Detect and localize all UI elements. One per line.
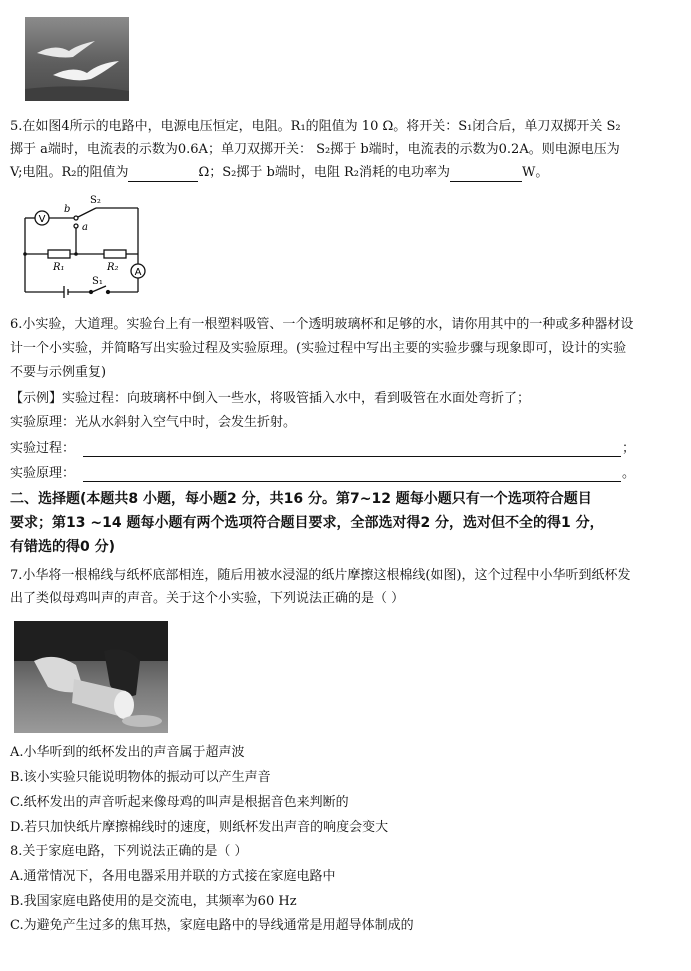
circuit-diagram [18,192,153,300]
answer-line-process[interactable] [83,456,621,457]
switch-s1-label: S₁ [92,276,103,287]
ammeter-label: A [134,267,142,278]
q6-line-2: 计一个小实验，并简略写出实验过程及实验原理。(实验过程中写出主要的实验步骤与现象即可，设计的实验 [10,341,627,356]
q5-line-3a: V;电阻。R₂的阻值为 [10,165,129,180]
q5-line-3 [10,164,548,182]
q6-line-3: 不要与示例重复) [10,365,107,380]
node-b-label: b [64,204,71,215]
answer-blank-r2[interactable] [128,167,198,182]
q6-process-label: 实验过程： [10,441,76,456]
q6-example: 【示例】实验过程：向玻璃杯中倒入一些水，将吸管插入水中，看到吸管在水面处弯折了； [10,391,531,406]
q6-principle-example: 实验原理：光从水斜射入空气中时，会发生折射。 [10,415,297,430]
section-heading-line-1: 二、选择题(本题共8 小题，每小题2 分，共16 分。第7~12 题每小题只有一个选项符合题目 [10,491,592,507]
q7-option-a[interactable]: A.小华听到的纸杯发出的声音属于超声波 [10,745,245,760]
q8-option-c[interactable]: C.为避免产生过多的焦耳热，家庭电路中的导线通常是用超导体制成的 [10,918,414,933]
paper-cup-photo [14,621,168,733]
birds-photo [25,17,129,101]
hands-cup-icon [14,621,168,733]
q5-line-2: 掷于 a端时，电流表的示数为0.6A；单刀双掷开关： S₂掷于 b端时，电流表的示数为0.2A。则电源电压为 [10,142,620,157]
q5-line-1: 5.在如图4所示的电路中，电源电压恒定，电阻。R₁的阻值为 10 Ω。将开关：S₁闭合后，单刀双掷开关 S₂ [10,119,621,134]
q6-principle-label: 实验原理： [10,466,76,481]
answer-line-principle[interactable] [83,481,621,482]
q6-process-end: ； [622,441,636,456]
q5-line-3b: Ω；S₂掷于 b端时，电阻 R₂消耗的电功率为 [198,165,450,180]
q6-principle-end: 。 [622,466,636,481]
section-heading-line-2: 要求；第13 ~14 题每小题有两个选项符合题目要求，全部选对得2 分，选对但不全的得1 分， [10,515,604,531]
answer-blank-power[interactable] [450,167,522,182]
q7-option-c[interactable]: C.纸杯发出的声音听起来像母鸡的叫声是根据音色来判断的 [10,795,349,810]
q8-option-b[interactable]: B.我国家庭电路使用的是交流电，其频率为60 Hz [10,894,297,909]
resistor-r1-label: R₁ [53,262,65,273]
q7-option-b[interactable]: B.该小实验只能说明物体的振动可以产生声音 [10,770,271,785]
switch-s2-label: S₂ [90,195,101,206]
q8-stem: 8.关于家庭电路，下列说法正确的是（ ） [10,844,248,859]
resistor-r2-label: R₂ [107,262,119,273]
node-a-label: a [82,222,88,233]
q6-line-1: 6.小实验，大道理。实验台上有一根塑料吸管、一个透明玻璃杯和足够的水，请你用其中的一种或多种器材设 [10,317,634,332]
q5-line-3c: W。 [521,165,549,180]
voltmeter-label: V [38,214,46,225]
section-heading-line-3: 有错选的得0 分) [10,539,116,555]
q8-option-a[interactable]: A.通常情况下，各用电器采用并联的方式接在家庭电路中 [10,869,336,884]
q7-line-2: 出了类似母鸡叫声的声音。关于这个小实验，下列说法正确的是（ ） [10,591,405,606]
q7-option-d[interactable]: D.若只加快纸片摩擦棉线时的速度，则纸杯发出声音的响度会变大 [10,820,389,835]
birds-icon [25,17,129,101]
q7-line-1: 7.小华将一根棉线与纸杯底部相连，随后用被水浸湿的纸片摩擦这根棉线(如图)，这个过程中小华听到纸杯发 [10,568,631,583]
